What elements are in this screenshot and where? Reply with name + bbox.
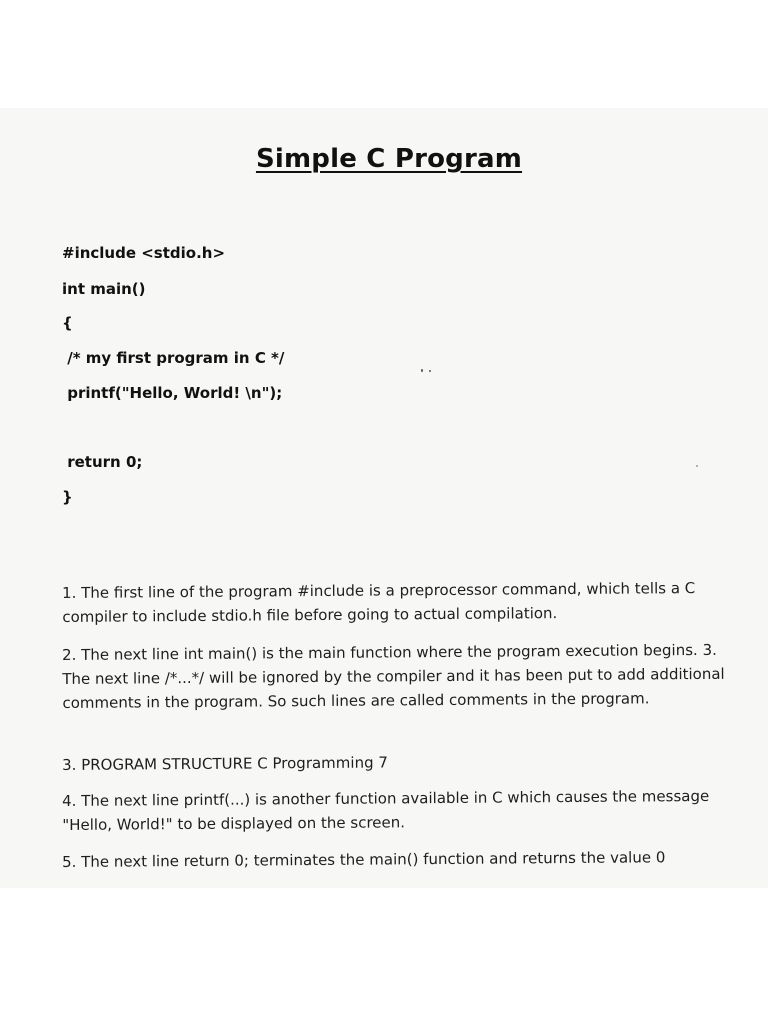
code-line-open-brace: {: [62, 314, 73, 332]
code-line-return: return 0;: [62, 453, 143, 471]
explanation-paragraph-1: 1. The first line of the program #include is a preprocessor command, which tells a C compiler to include stdio.h file before going to actual compilation.: [62, 579, 696, 626]
explanation-paragraph-2: 2. The next line int main() is the main function where the program execution begins. 3. The next line /*...*/ will be ignored by the compiler and it has been put to add additional comments in the program. So such lines are called comments in the program.: [62, 640, 725, 712]
explanation-paragraph-4: 4. The next line printf(...) is another function available in C which causes the message "Hello, World!" to be displayed on the screen.: [62, 786, 710, 834]
scan-speck: [696, 465, 698, 467]
code-line-include: #include <stdio.h>: [62, 244, 226, 262]
explanation-paragraph-5: 5. The next line return 0; terminates the main() function and returns the value 0: [62, 848, 666, 871]
code-line-main: int main(): [62, 280, 146, 298]
explanation-paragraph-3: 3. PROGRAM STRUCTURE C Programming 7: [62, 753, 388, 774]
code-line-close-brace: }: [62, 488, 73, 506]
code-line-printf: printf("Hello, World! \n");: [62, 384, 283, 402]
document-title: Simple C Program: [255, 144, 523, 174]
scan-speck: [421, 369, 423, 372]
code-line-comment: /* my first program in C */: [62, 349, 285, 367]
scan-speck: [429, 370, 431, 372]
